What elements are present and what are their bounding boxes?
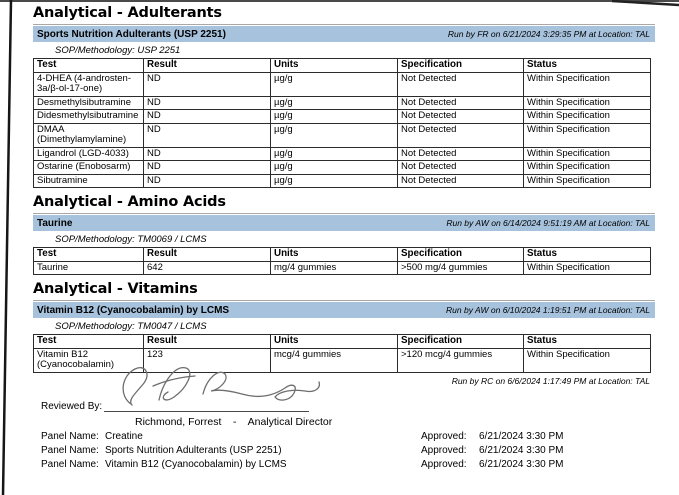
run-by-note: Run by AW on 6/14/2024 9:51:19 AM at Location: TAL [446, 218, 650, 228]
column-header-units: Units [271, 248, 398, 262]
approved-datetime: 6/21/2024 3:30 PM [479, 431, 564, 442]
panel-title: Taurine [37, 217, 73, 229]
cell-status: Within Specification [524, 147, 651, 161]
table-header-row [34, 335, 651, 349]
cell-status: Within Specification [524, 348, 651, 372]
section-amino-acids [33, 192, 655, 275]
table-header-row [34, 248, 651, 262]
panel-name-value: Sports Nutrition Adulterants (USP 2251) [105, 445, 282, 456]
cell-specification: >120 mcg/4 gummies [398, 348, 524, 372]
panel-name-label: Panel Name: [41, 445, 99, 456]
cell-test: Sibutramine [34, 174, 144, 188]
cell-result: ND [144, 174, 271, 188]
column-header-units: Units [271, 335, 398, 349]
cell-result: ND [144, 72, 271, 96]
cell-specification: Not Detected [398, 96, 524, 110]
column-header-status: Status [524, 335, 651, 349]
cell-specification: >500 mg/4 gummies [398, 261, 524, 275]
approved-label: Approved: [421, 459, 467, 470]
cell-test: Ostarine (Enobosarm) [34, 161, 144, 175]
cell-test: Taurine [34, 261, 144, 275]
cell-result: 642 [144, 261, 271, 275]
panel-banner [33, 302, 655, 318]
section-adulterants [33, 3, 655, 188]
cell-units: µg/g [271, 96, 398, 110]
cell-result: ND [144, 96, 271, 110]
cell-units: µg/g [271, 72, 398, 96]
table-header-row [34, 59, 651, 73]
panel-approval-row [41, 430, 641, 444]
approved-label: Approved: [421, 431, 467, 442]
cell-result: 123 [144, 348, 271, 372]
results-table-adulterants [33, 58, 651, 188]
cell-status: Within Specification [524, 174, 651, 188]
sop-methodology: SOP/Methodology: USP 2251 [55, 45, 181, 56]
cell-units: µg/g [271, 123, 398, 147]
cell-test: Desmethylsibutramine [34, 96, 144, 110]
sop-methodology: SOP/Methodology: TM0047 / LCMS [55, 321, 207, 332]
table-row [34, 261, 651, 275]
column-header-status: Status [524, 59, 651, 73]
cell-status: Within Specification [524, 72, 651, 96]
column-header-specification: Specification [398, 59, 524, 73]
cell-result: ND [144, 123, 271, 147]
approved-datetime: 6/21/2024 3:30 PM [479, 459, 564, 470]
cell-status: Within Specification [524, 161, 651, 175]
panel-name-value: Vitamin B12 (Cyanocobalamin) by LCMS [105, 459, 287, 470]
column-header-result: Result [144, 59, 271, 73]
section-heading: Analytical - Amino Acids [33, 192, 655, 214]
panel-name-label: Panel Name: [41, 459, 99, 470]
section-heading: Analytical - Vitamins [33, 279, 655, 301]
cell-test: Ligandrol (LGD-4033) [34, 147, 144, 161]
review-footer [33, 362, 655, 492]
panel-name-value: Creatine [105, 431, 143, 442]
cell-units: µg/g [271, 174, 398, 188]
approved-datetime: 6/21/2024 3:30 PM [479, 445, 564, 456]
table-row [34, 110, 651, 124]
column-header-specification: Specification [398, 335, 524, 349]
run-by-note: Run by AW on 6/10/2024 1:19:51 PM at Location: TAL [446, 305, 650, 315]
cell-specification: Not Detected [398, 72, 524, 96]
column-header-test: Test [34, 335, 144, 349]
cell-specification: Not Detected [398, 123, 524, 147]
cell-units: µg/g [271, 161, 398, 175]
reviewed-by-row [41, 400, 309, 412]
cell-status: Within Specification [524, 261, 651, 275]
table-row [34, 174, 651, 188]
table-row [34, 96, 651, 110]
panel-banner [33, 26, 655, 42]
column-header-status: Status [524, 248, 651, 262]
column-header-test: Test [34, 248, 144, 262]
column-header-specification: Specification [398, 248, 524, 262]
cell-test: DMAA (Dimethylamylamine) [34, 123, 144, 147]
column-header-result: Result [144, 248, 271, 262]
panel-approvals [41, 430, 641, 472]
cell-specification: Not Detected [398, 147, 524, 161]
panel-title: Vitamin B12 (Cyanocobalamin) by LCMS [37, 304, 230, 316]
table-row [34, 123, 651, 147]
cell-specification: Not Detected [398, 110, 524, 124]
column-header-result: Result [144, 335, 271, 349]
cell-test: 4-DHEA (4-androsten-3a/β-ol-17-one) [34, 72, 144, 96]
cell-result: ND [144, 161, 271, 175]
panel-approval-row [41, 458, 641, 472]
cell-units: mcg/4 gummies [271, 348, 398, 372]
cell-specification: Not Detected [398, 161, 524, 175]
cell-result: ND [144, 147, 271, 161]
approved-label: Approved: [421, 445, 467, 456]
table-row [34, 147, 651, 161]
table-row [34, 161, 651, 175]
column-header-test: Test [34, 59, 144, 73]
signature-line [104, 400, 309, 412]
cell-units: µg/g [271, 147, 398, 161]
cell-units: mg/4 gummies [271, 261, 398, 275]
table-row [34, 72, 651, 96]
sop-methodology: SOP/Methodology: TM0069 / LCMS [55, 234, 207, 245]
run-by-note: Run by FR on 6/21/2024 3:29:35 PM at Location: TAL [447, 29, 650, 39]
section-heading: Analytical - Adulterants [33, 3, 655, 25]
results-table-amino-acids [33, 247, 651, 275]
report-content [33, 3, 655, 386]
cell-result: ND [144, 110, 271, 124]
cell-specification: Not Detected [398, 174, 524, 188]
panel-approval-row [41, 444, 641, 458]
reviewed-by-label: Reviewed By: [41, 401, 103, 412]
cell-units: µg/g [271, 110, 398, 124]
cell-status: Within Specification [524, 96, 651, 110]
run-by-footer-note: Run by RC on 6/6/2024 1:17:49 PM at Location: TAL [451, 375, 650, 386]
cell-status: Within Specification [524, 110, 651, 124]
panel-banner [33, 215, 655, 231]
cell-status: Within Specification [524, 123, 651, 147]
cell-test: Vitamin B12 (Cyanocobalamin) [34, 348, 144, 372]
panel-name-label: Panel Name: [41, 431, 99, 442]
column-header-units: Units [271, 59, 398, 73]
cell-test: Didesmethylsibutramine [34, 110, 144, 124]
reviewer-name-title: Richmond, Forrest - Analytical Director [135, 416, 333, 428]
panel-title: Sports Nutrition Adulterants (USP 2251) [37, 28, 226, 40]
